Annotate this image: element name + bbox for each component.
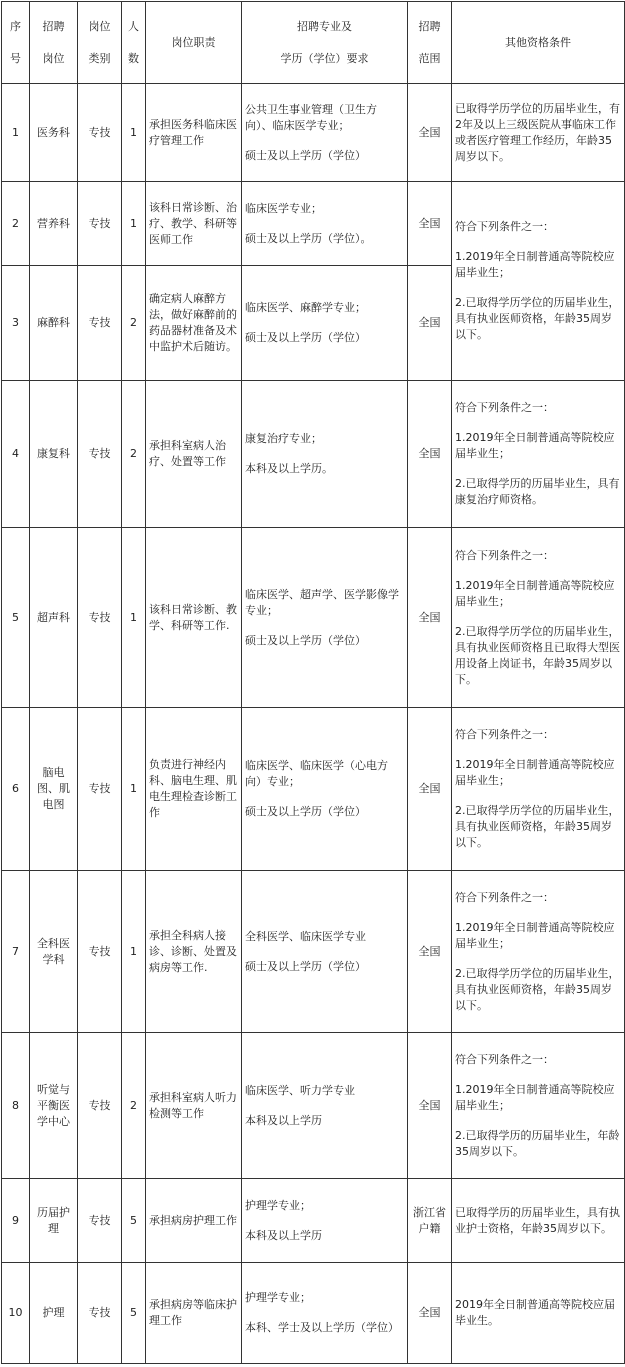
line-gap [245,316,404,330]
header-count: 人 数 [122,2,146,84]
line-gap [245,619,404,633]
cell-duty: 确定病人麻醉方法，做好麻醉前的药品器材准备及术中监护术后随访。 [146,266,242,381]
line-gap [455,743,621,757]
major-line: 护理学专业； [245,1291,311,1304]
cell-scope: 全国 [408,266,452,381]
cell-duty: 该科日常诊断、治疗、教学、科研等医师工作 [146,182,242,266]
cell-other [452,528,625,708]
cell-seq: 10 [2,1263,30,1364]
table-row [2,182,625,266]
cell-other [452,1033,625,1179]
cell-major [242,1033,408,1179]
line-gap [455,906,621,920]
line-gap [245,447,404,461]
cell-post: 康复科 [30,381,78,528]
line-gap [455,462,621,476]
cell-major [242,1263,408,1364]
cell-major [242,1179,408,1263]
cell-duty: 该科日常诊断、教学、科研等工作. [146,528,242,708]
cell-post: 护理 [30,1263,78,1364]
other-line: 符合下列条件之一： [455,728,554,741]
other-line: 符合下列条件之一： [455,890,554,904]
table-row [2,708,625,871]
line-gap [245,1306,404,1320]
major-line: 硕士及以上学历（学位） [245,148,366,162]
cell-major [242,84,408,182]
cell-scope: 全国 [408,84,452,182]
major-line: 硕士及以上学历（学位） [245,633,366,647]
line-gap [245,217,404,231]
cell-duty: 承担全科病人接诊、诊断、处置及病房等工作. [146,871,242,1033]
cell-major [242,708,408,871]
cell-major [242,266,408,381]
cell-other [452,708,625,871]
cell-seq: 7 [2,871,30,1033]
cell-count: 5 [122,1179,146,1263]
cell-scope: 全国 [408,381,452,528]
major-line: 本科及以上学历 [245,1228,322,1242]
cell-scope: 全国 [408,528,452,708]
other-line: 符合下列条件之一： [455,401,554,414]
cell-count: 1 [122,871,146,1033]
line-gap [455,281,621,295]
other-line: 符合下列条件之一： [455,220,554,233]
line-gap [245,1214,404,1228]
cell-post: 历届护理 [30,1179,78,1263]
cell-count: 2 [122,266,146,381]
cell-post: 麻醉科 [30,266,78,381]
header-major: 招聘专业及 学历（学位）要求 [242,2,408,84]
line-gap [455,610,621,624]
other-line: 1.2019年全日制普通高等院校应届毕业生； [455,1082,615,1112]
cell-seq: 5 [2,528,30,708]
cell-type: 专技 [78,1033,122,1179]
major-line: 本科、学士及以上学历（学位） [245,1321,399,1334]
header-duty: 岗位职责 [146,2,242,84]
other-line: 1.2019年全日制普通高等院校应届毕业生； [455,920,615,950]
cell-post: 脑电图、肌电图 [30,708,78,871]
major-line: 临床医学、听力学专业 [245,1083,355,1097]
other-line: 2.已取得学历的历届毕业生，年龄35周岁以下。 [455,1128,620,1158]
cell-count: 2 [122,1033,146,1179]
cell-type: 专技 [78,1263,122,1364]
other-line: 1.2019年全日制普通高等院校应届毕业生； [455,758,615,787]
header-seq: 序 号 [2,2,30,84]
major-line: 本科及以上学历。 [245,462,333,475]
other-line: 1.2019年全日制普通高等院校应届毕业生； [455,431,615,460]
header-type: 岗位 类别 [78,2,122,84]
header-other: 其他资格条件 [452,2,625,84]
line-gap [455,1068,621,1082]
major-line: 临床医学、超声学、医学影像学专业； [245,587,399,617]
table-row [2,871,625,1033]
other-line: 2.已取得学历学位的历届毕业生，具有执业医师资格，年龄35周岁以下。 [455,966,620,1012]
other-line: 已取得学历的历届毕业生，具有执业护士资格，年龄35周岁以下。 [455,1205,620,1235]
cell-major [242,381,408,528]
line-gap [245,134,404,148]
line-gap [455,564,621,578]
major-line: 全科医学、临床医学专业 [245,929,366,943]
major-line: 硕士及以上学历（学位） [245,331,366,344]
major-line: 康复治疗专业； [245,432,322,445]
cell-duty: 承担病房等临床护理工作 [146,1263,242,1364]
major-line: 公共卫生事业管理（卫生方向）、临床医学专业； [245,102,377,132]
table-row [2,528,625,708]
cell-seq: 3 [2,266,30,381]
cell-type: 专技 [78,871,122,1033]
cell-scope: 全国 [408,182,452,266]
cell-scope: 全国 [408,1263,452,1364]
cell-scope: 全国 [408,871,452,1033]
line-gap [245,1099,404,1113]
cell-other [452,1263,625,1364]
cell-seq: 2 [2,182,30,266]
line-gap [455,416,621,430]
line-gap [245,790,404,804]
line-gap [455,235,621,249]
cell-duty: 负责进行神经内科、脑电生理、肌电生理检查诊断工作 [146,708,242,871]
line-gap [245,945,404,959]
cell-scope: 浙江省户籍 [408,1179,452,1263]
other-line: 2019年全日制普通高等院校应届毕业生。 [455,1298,615,1327]
cell-type: 专技 [78,266,122,381]
cell-scope: 全国 [408,1033,452,1179]
cell-count: 5 [122,1263,146,1364]
cell-count: 2 [122,381,146,528]
cell-duty: 承担病房护理工作 [146,1179,242,1263]
table-row [2,1033,625,1179]
cell-post: 营养科 [30,182,78,266]
cell-other [452,84,625,182]
header-row [2,2,625,84]
cell-post: 听觉与平衡医学中心 [30,1033,78,1179]
other-line: 已取得学历学位的历届毕业生，有2年及以上三级医院从事临床工作或者医疗管理工作经历，年龄35周岁以下。 [455,101,620,163]
cell-duty: 承担科室病人治疗、处置等工作 [146,381,242,528]
other-line: 符合下列条件之一： [455,1052,554,1066]
cell-seq: 9 [2,1179,30,1263]
other-line: 2.已取得学历的历届毕业生，具有康复治疗师资格。 [455,477,620,506]
major-line: 硕士及以上学历（学位） [245,959,366,973]
table-row [2,1179,625,1263]
cell-other [452,381,625,528]
cell-type: 专技 [78,182,122,266]
cell-count: 1 [122,708,146,871]
other-line: 1.2019年全日制普通高等院校应届毕业生； [455,250,615,279]
major-line: 临床医学、临床医学（心电方向）专业； [245,759,388,788]
cell-type: 专技 [78,1179,122,1263]
major-line: 硕士及以上学历（学位） [245,805,366,818]
cell-type: 专技 [78,528,122,708]
cell-seq: 4 [2,381,30,528]
table-row [2,84,625,182]
cell-post: 全科医学科 [30,871,78,1033]
cell-post: 医务科 [30,84,78,182]
other-line: 1.2019年全日制普通高等院校应届毕业生； [455,578,615,608]
header-scope: 招聘 范围 [408,2,452,84]
major-line: 护理学专业； [245,1198,311,1212]
cell-major [242,871,408,1033]
cell-seq: 8 [2,1033,30,1179]
cell-major [242,182,408,266]
recruitment-table [1,1,625,1364]
header-post: 招聘 岗位 [30,2,78,84]
other-line: 2.已取得学历学位的历届毕业生，具有执业医师资格，年龄35周岁以下。 [455,804,620,849]
cell-type: 专技 [78,84,122,182]
cell-post: 超声科 [30,528,78,708]
major-line: 临床医学专业； [245,201,322,215]
cell-count: 1 [122,84,146,182]
line-gap [455,789,621,803]
major-line: 硕士及以上学历（学位）。 [245,231,372,245]
cell-seq: 1 [2,84,30,182]
cell-count: 1 [122,182,146,266]
cell-other [452,1179,625,1263]
cell-type: 专技 [78,708,122,871]
other-line: 2.已取得学历学位的历届毕业生，具有执业医师资格，年龄35周岁以下。 [455,296,620,341]
cell-other [452,182,625,381]
other-line: 符合下列条件之一： [455,548,554,562]
line-gap [455,1114,621,1128]
cell-major [242,528,408,708]
cell-other [452,871,625,1033]
other-line: 2.已取得学历学位的历届毕业生，具有执业医师资格且已取得大型医用设备上岗证书，年龄35周岁以下。 [455,624,620,686]
cell-duty: 承担科室病人听力检测等工作 [146,1033,242,1179]
cell-seq: 6 [2,708,30,871]
major-line: 本科及以上学历 [245,1113,322,1127]
cell-type: 专技 [78,381,122,528]
cell-count: 1 [122,528,146,708]
cell-scope: 全国 [408,708,452,871]
line-gap [455,952,621,966]
table-row [2,1263,625,1364]
major-line: 临床医学、麻醉学专业； [245,301,366,314]
cell-duty: 承担医务科临床医疗管理工作 [146,84,242,182]
table-row [2,381,625,528]
